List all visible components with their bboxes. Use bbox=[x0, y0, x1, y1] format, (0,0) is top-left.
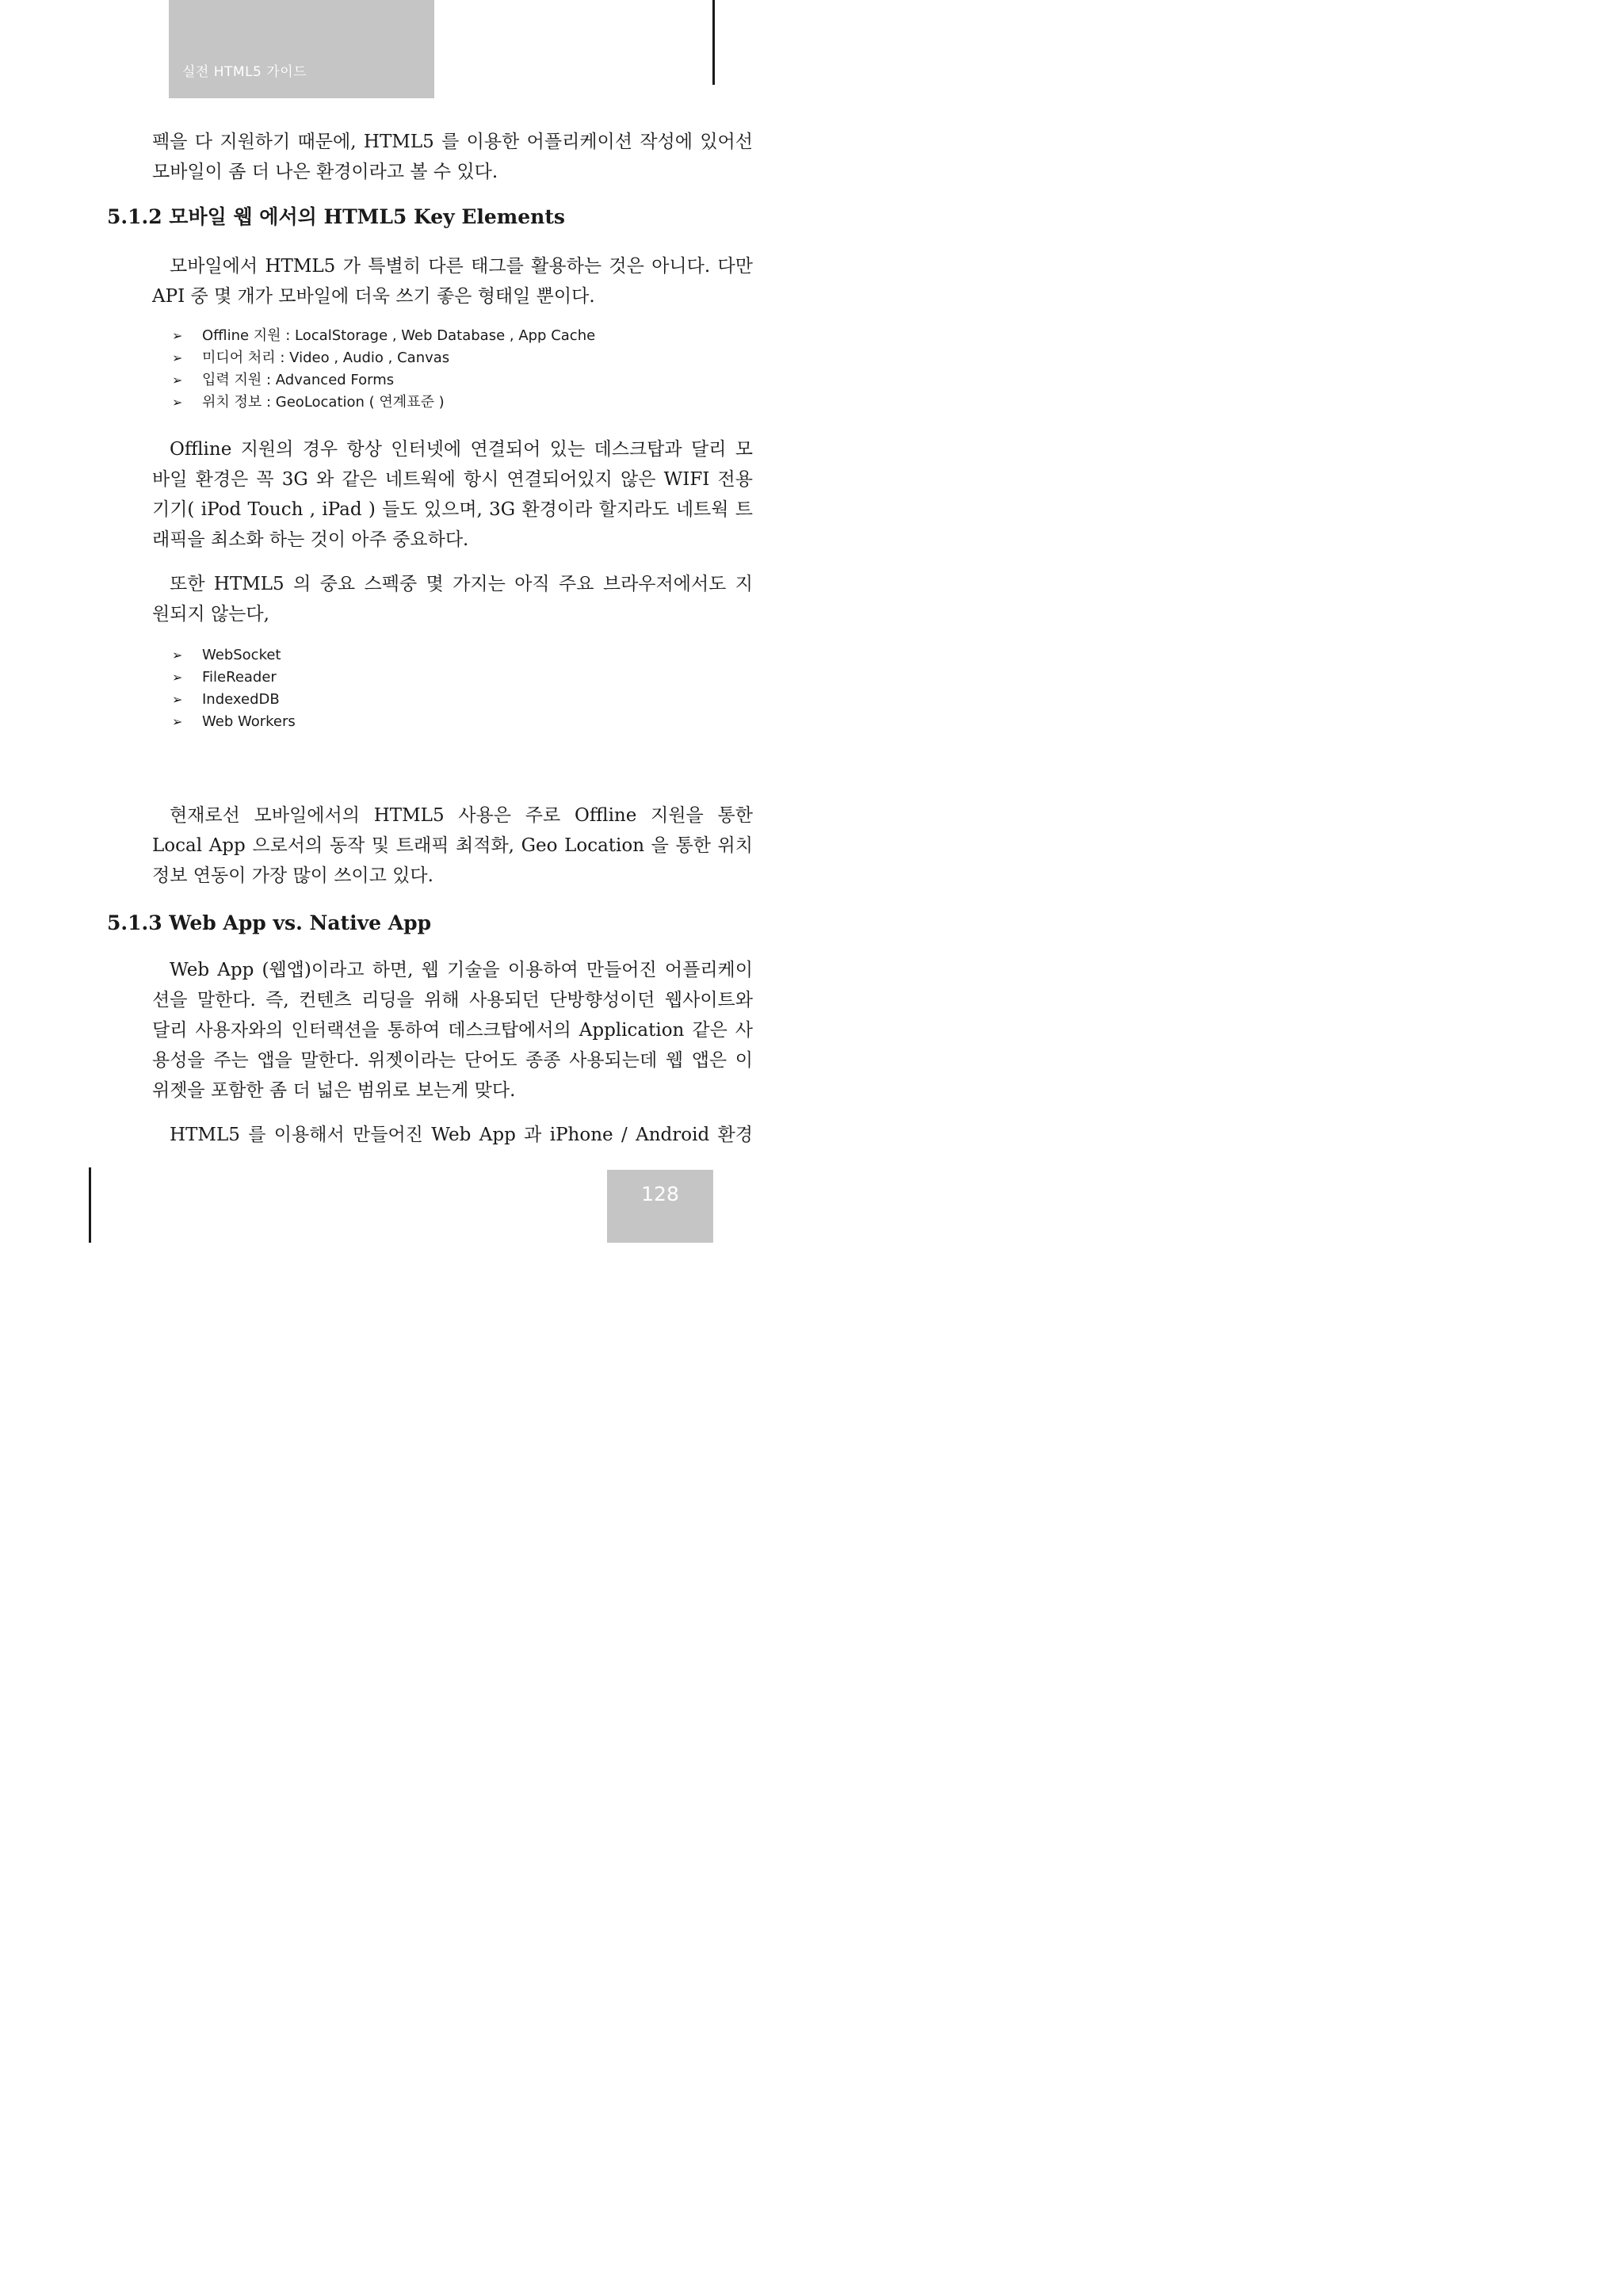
paragraph-513-2 bbox=[152, 1120, 753, 1150]
list-item-text: 위치 정보 : GeoLocation ( 연계표준 ) bbox=[202, 394, 445, 411]
header-rule bbox=[712, 0, 715, 85]
section-heading-513: 5.1.3 Web App vs. Native App bbox=[107, 911, 432, 934]
paragraph-line: 래픽을 최소화 하는 것이 아주 중요하다. bbox=[152, 529, 469, 550]
unsupported-list bbox=[172, 644, 296, 733]
list-item-text: Offline 지원 : LocalStorage , Web Database , App Cache bbox=[202, 327, 596, 344]
running-title: 실전 HTML5 가이드 bbox=[182, 64, 307, 80]
arrow-bullet-icon: ➢ bbox=[172, 350, 183, 365]
list-item bbox=[172, 347, 595, 369]
list-item-text: IndexedDB bbox=[202, 691, 280, 708]
paragraph-513-1 bbox=[152, 955, 753, 1106]
paragraph-512-4 bbox=[152, 800, 753, 891]
list-item bbox=[172, 369, 595, 392]
paragraph-line: 정보 연동이 가장 많이 쓰이고 있다. bbox=[152, 865, 433, 886]
arrow-bullet-icon: ➢ bbox=[172, 372, 183, 388]
list-item bbox=[172, 325, 595, 347]
paragraph-512-3 bbox=[152, 569, 753, 629]
arrow-bullet-icon: ➢ bbox=[172, 648, 183, 663]
arrow-bullet-icon: ➢ bbox=[172, 328, 183, 343]
paragraph-line: 현재로선 모바일에서의 HTML5 사용은 주로 Offline 지원을 통한 bbox=[170, 805, 753, 826]
footer-rule bbox=[89, 1167, 91, 1243]
paragraph-line: API 중 몇 개가 모바일에 더욱 쓰기 좋은 형태일 뿐이다. bbox=[152, 286, 595, 307]
feature-list bbox=[172, 325, 595, 414]
section-heading-512: 5.1.2 모바일 웹 에서의 HTML5 Key Elements bbox=[107, 205, 565, 228]
arrow-bullet-icon: ➢ bbox=[172, 714, 183, 729]
list-item-text: Web Workers bbox=[202, 713, 296, 730]
paragraph-line: 모바일이 좀 더 나은 환경이라고 볼 수 있다. bbox=[152, 162, 498, 182]
paragraph-line: 기기( iPod Touch , iPad ) 들도 있으며, 3G 환경이라 할지라도 네트웍 트 bbox=[152, 499, 753, 520]
list-item bbox=[172, 711, 296, 733]
list-item-text: 입력 지원 : Advanced Forms bbox=[202, 372, 395, 388]
paragraph-512-1 bbox=[152, 251, 753, 311]
arrow-bullet-icon: ➢ bbox=[172, 670, 183, 685]
paragraph-line: 위젯을 포함한 좀 더 넓은 범위로 보는게 맞다. bbox=[152, 1080, 516, 1101]
paragraph-line: 바일 환경은 꼭 3G 와 같은 네트웍에 항시 연결되어있지 않은 WIFI 전용 bbox=[152, 469, 753, 490]
paragraph-line: 용성을 주는 앱을 말한다. 위젯이라는 단어도 종종 사용되는데 웹 앱은 이 bbox=[152, 1050, 753, 1071]
list-item-text: FileReader bbox=[202, 669, 277, 686]
paragraph-line: Offline 지원의 경우 항상 인터넷에 연결되어 있는 데스크탑과 달리 모 bbox=[170, 439, 753, 460]
paragraph-line: 션을 말한다. 즉, 컨텐츠 리딩을 위해 사용되던 단방향성이던 웹사이트와 bbox=[152, 990, 753, 1010]
list-item-text: WebSocket bbox=[202, 647, 281, 663]
paragraph-line: Web App (웹앱)이라고 하면, 웹 기술을 이용하여 만들어진 어플리케이 bbox=[170, 960, 753, 980]
arrow-bullet-icon: ➢ bbox=[172, 692, 183, 707]
paragraph-line: 또한 HTML5 의 중요 스펙중 몇 가지는 아직 주요 브라우저에서도 지 bbox=[170, 574, 753, 594]
paragraph-line: Local App 으로서의 동작 및 트래픽 최적화, Geo Location 을 통한 위치 bbox=[152, 835, 753, 856]
paragraph-line: 펙을 다 지원하기 때문에, HTML5 를 이용한 어플리케이션 작성에 있어선 bbox=[152, 132, 753, 152]
intro-paragraph bbox=[152, 127, 753, 187]
arrow-bullet-icon: ➢ bbox=[172, 395, 183, 410]
header-tab bbox=[169, 0, 434, 98]
paragraph-line: 원되지 않는다, bbox=[152, 604, 269, 625]
list-item-text: 미디어 처리 : Video , Audio , Canvas bbox=[202, 350, 450, 366]
page-number-box bbox=[607, 1170, 713, 1243]
list-item bbox=[172, 689, 296, 711]
paragraph-line: 모바일에서 HTML5 가 특별히 다른 태그를 활용하는 것은 아니다. 다만 bbox=[170, 256, 753, 277]
paragraph-512-2 bbox=[152, 434, 753, 555]
page-number: 128 bbox=[641, 1182, 679, 1205]
list-item bbox=[172, 644, 296, 667]
paragraph-line: 달리 사용자와의 인터랙션을 통하여 데스크탑에서의 Application 같은 사 bbox=[152, 1020, 753, 1041]
paragraph-line: HTML5 를 이용해서 만들어진 Web App 과 iPhone / Android 환경 bbox=[170, 1125, 753, 1145]
list-item bbox=[172, 392, 595, 414]
list-item bbox=[172, 667, 296, 689]
